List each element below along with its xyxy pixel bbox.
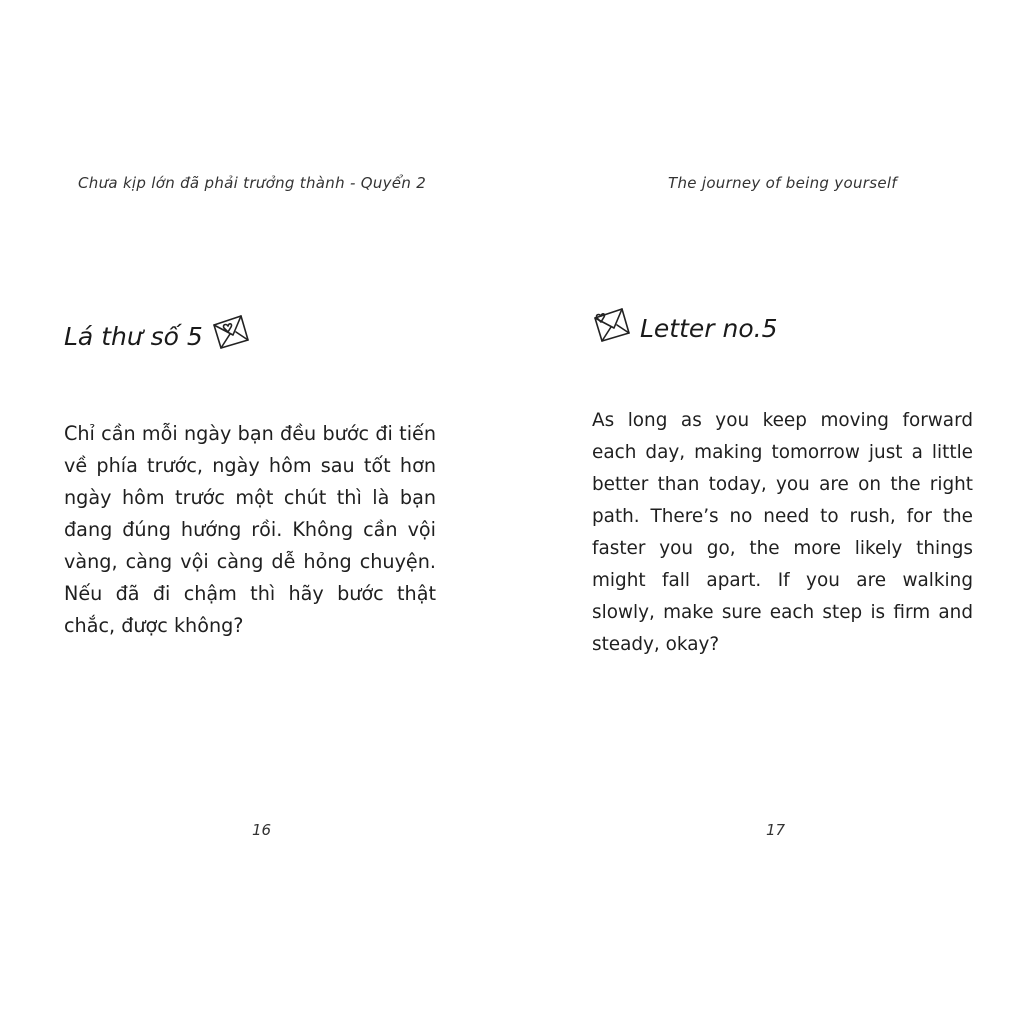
letter-title xyxy=(592,314,778,343)
envelope-heart-icon xyxy=(592,306,632,342)
page-number: 16 xyxy=(252,821,272,839)
letter-title-text: Lá thư số 5 xyxy=(64,322,203,351)
page-number: 17 xyxy=(766,821,786,839)
letter-body: Chỉ cần mỗi ngày bạn đều bước đi tiến về phía trước, ngày hôm sau tốt hơn ngày hôm trước một chút thì là bạn đang đúng hướng rồi. Không cần vội vàng, càng vội càng dễ hỏng chuyện. Nếu đã đi chậm thì hãy bước thật chắc, được không? xyxy=(64,422,436,637)
right-page xyxy=(512,0,1024,1024)
running-header: Chưa kịp lớn đã phải trưởng thành - Quyển 2 xyxy=(78,174,427,192)
envelope-heart-icon xyxy=(211,313,251,349)
letter-body: As long as you keep moving forward each day, making tomorrow just a little better than today, you are on the right path. There’s no need to rush, for the faster you go, the more likely things might fall apart. If you are walking slowly, make sure each step is firm and steady, okay? xyxy=(592,410,973,655)
running-header: The journey of being yourself xyxy=(668,174,897,192)
letter-title-text: Letter no.5 xyxy=(640,314,778,343)
letter-title xyxy=(64,322,251,351)
